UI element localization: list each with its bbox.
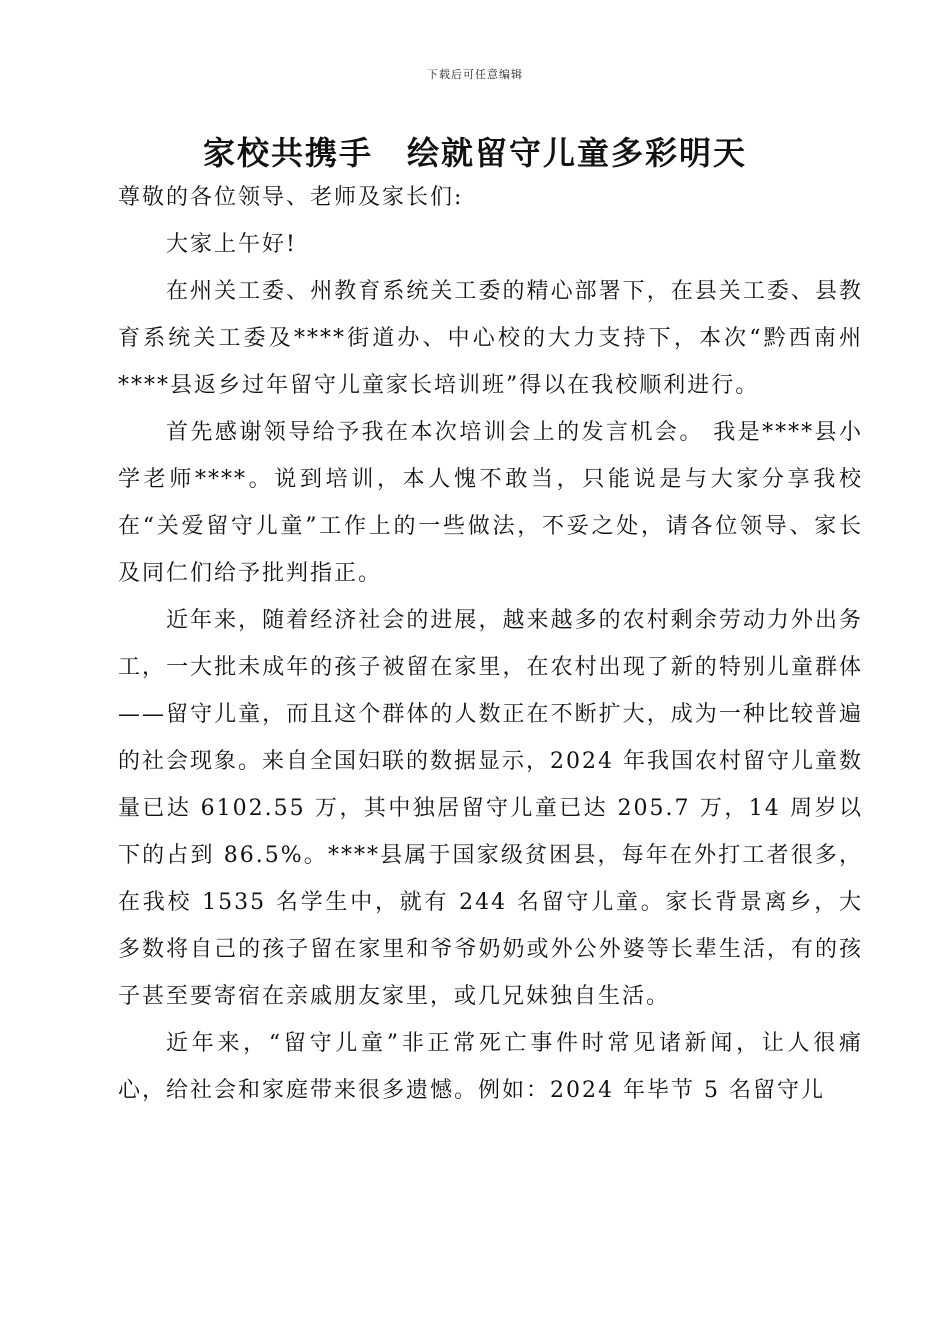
document-title: 家校共携手 绘就留守儿童多彩明天 [202,134,747,172]
paragraph-incidents: 近年来，“留守儿童”非正常死亡事件时常见诸新闻，让人很痛心，给社会和家庭带来很多遗憾。例如：2024 年毕节 5 名留守儿 [118,1031,863,1103]
paragraph-intro: 在州关工委、州教育系统关工委的精心部署下，在县关工委、县教育系统关工委及****街道办、中心校的大力支持下，本次“黔西南州****县返乡过年留守儿童家长培训班”得以在我校顺利进行。 [118,279,863,398]
paragraph-thanks: 首先感谢领导给予我在本次培训会上的发言机会。 我是****县小学老师****。说到培训，本人愧不敢当，只能说是与大家分享我校在“关爱留守儿童”工作上的一些做法，不妥之处，请各位领导、家长及同仁们给予批判指正。 [118,420,863,586]
salutation: 尊敬的各位领导、老师及家长们: [118,185,464,210]
paragraph-background: 近年来，随着经济社会的进展，越来越多的农村剩余劳动力外出务工，一大批未成年的孩子被留在家里，在农村出现了新的特别儿童群体——留守儿童，而且这个群体的人数正在不断扩大，成为一种比较普遍的社会现象。来自全国妇联的数据显示，2024 年我国农村留守儿童数量已达 6102.55 万，其中独居留守儿童已达 205.7 万，14 周岁以下的占到 86.5%。****县属于国家级贫困县，每年在外打工者很多，在我校 1535 名学生中，就有 244 名留守儿童。家长背景离乡，大多数将自己的孩子留在家里和爷爷奶奶或外公外婆等长辈生活，有的孩子甚至要寄宿在亲戚朋友家里，或几兄妹独自生活。 [118,608,863,1009]
document-body [118,174,863,1114]
paragraph-greeting: 大家上午好! [166,232,297,257]
page-header-note: 下载后可任意编辑 [427,68,523,81]
